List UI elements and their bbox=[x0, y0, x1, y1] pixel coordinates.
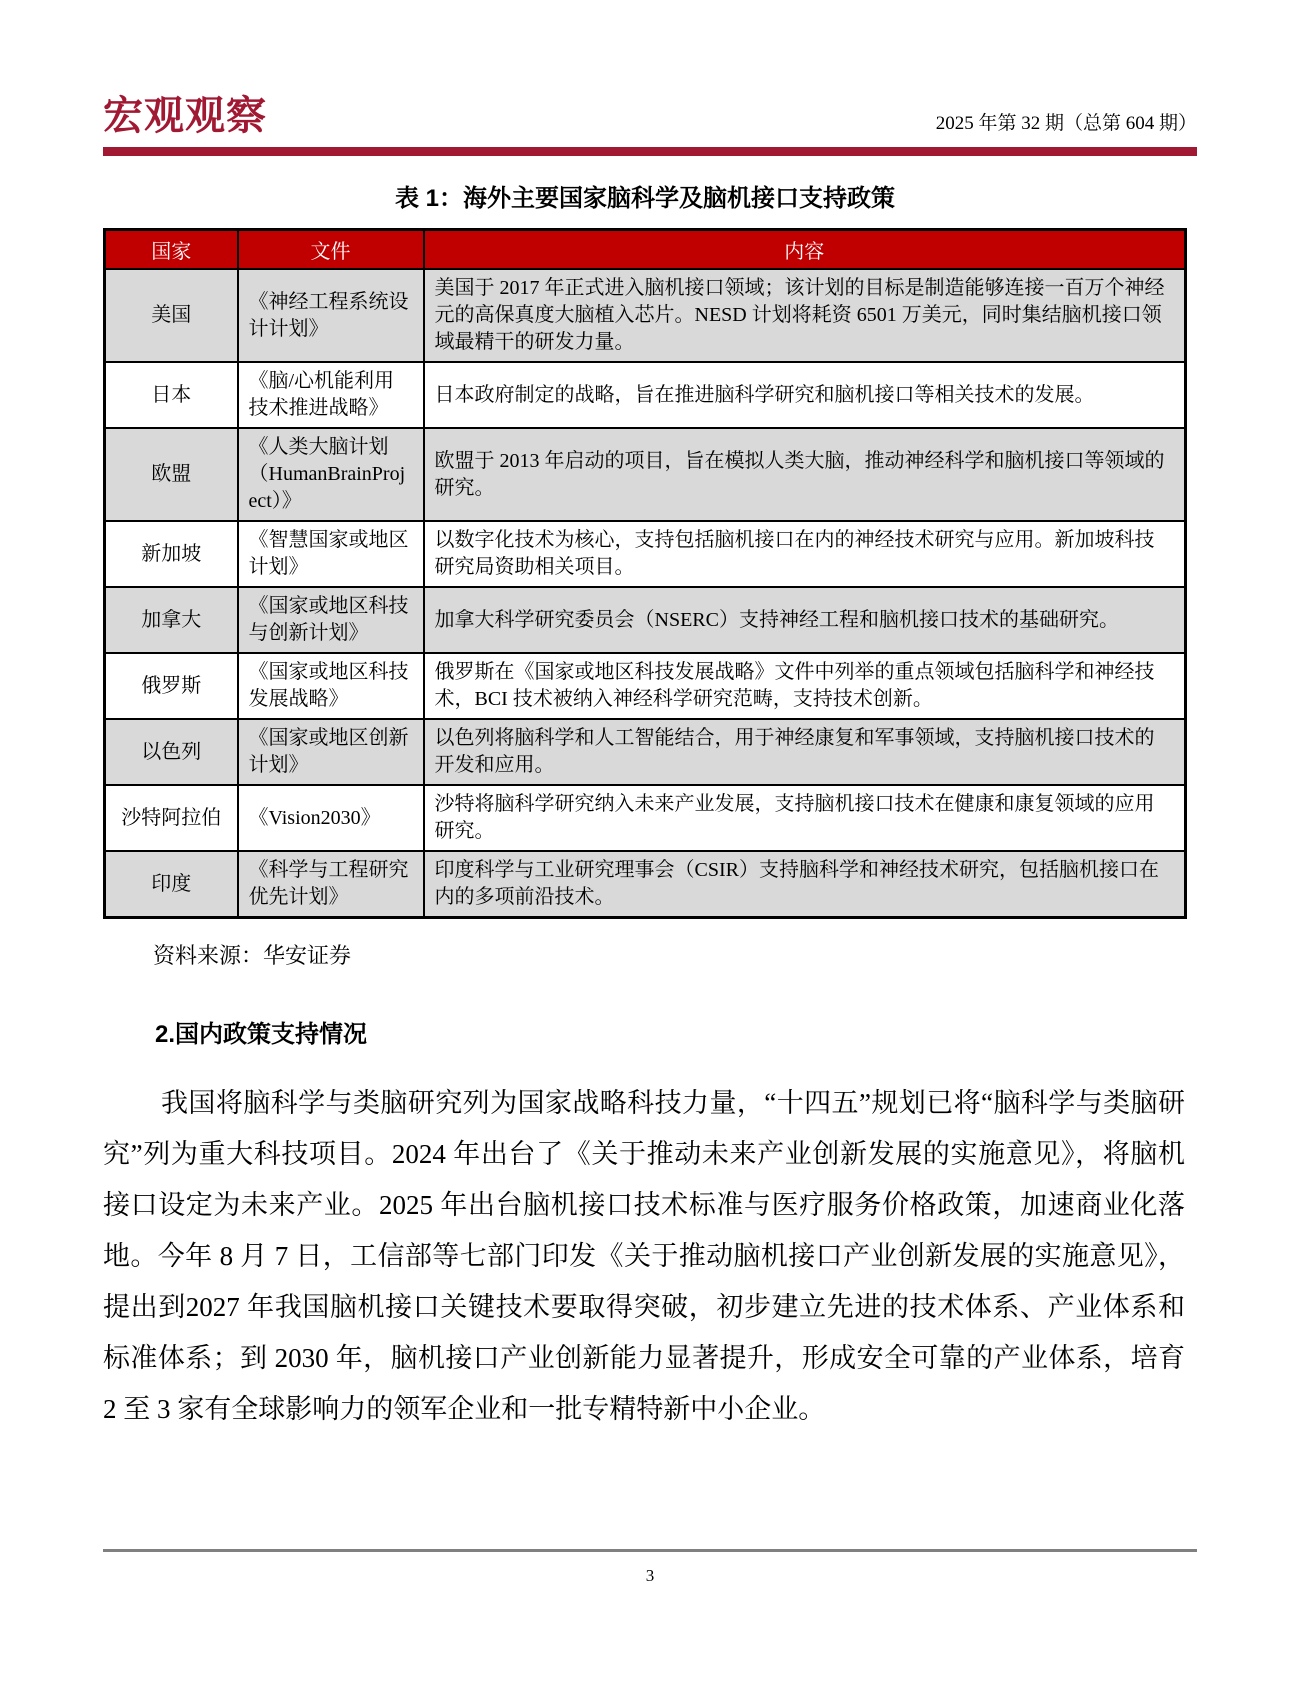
cell-document: 《国家或地区创新计划》 bbox=[238, 719, 424, 785]
cell-document: 《神经工程系统设计计划》 bbox=[238, 269, 424, 362]
section-heading: 2.国内政策支持情况 bbox=[155, 1021, 368, 1048]
table-header-row bbox=[105, 230, 1186, 270]
cell-document: 《人类大脑计划（HumanBrainProject）》 bbox=[238, 428, 424, 521]
page-header bbox=[103, 96, 1197, 156]
table-row bbox=[105, 719, 1186, 785]
cell-document: 《Vision2030》 bbox=[238, 785, 424, 851]
table-row bbox=[105, 428, 1186, 521]
cell-content: 印度科学与工业研究理事会（CSIR）支持脑科学和神经技术研究，包括脑机接口在内的多项前沿技术。 bbox=[424, 851, 1186, 918]
cell-content: 以色列将脑科学和人工智能结合，用于神经康复和军事领域，支持脑机接口技术的开发和应用。 bbox=[424, 719, 1186, 785]
cell-country: 以色列 bbox=[105, 719, 238, 785]
page-number: 3 bbox=[645, 1566, 655, 1585]
page-body bbox=[103, 170, 1187, 1435]
report-brand-title: 宏观观察 bbox=[103, 94, 267, 138]
col-header-content: 内容 bbox=[424, 230, 1186, 270]
table-row bbox=[105, 362, 1186, 428]
cell-country: 美国 bbox=[105, 269, 238, 362]
cell-country: 日本 bbox=[105, 362, 238, 428]
cell-country: 新加坡 bbox=[105, 521, 238, 587]
cell-document: 《国家或地区科技与创新计划》 bbox=[238, 587, 424, 653]
footer-rule bbox=[103, 1549, 1197, 1552]
header-row bbox=[103, 96, 1197, 136]
table-row bbox=[105, 269, 1186, 362]
cell-country: 欧盟 bbox=[105, 428, 238, 521]
cell-document: 《智慧国家或地区计划》 bbox=[238, 521, 424, 587]
cell-document: 《科学与工程研究优先计划》 bbox=[238, 851, 424, 918]
cell-content: 俄罗斯在《国家或地区科技发展战略》文件中列举的重点领域包括脑科学和神经技术，BCI 技术被纳入神经科学研究范畴，支持技术创新。 bbox=[424, 653, 1186, 719]
cell-country: 加拿大 bbox=[105, 587, 238, 653]
cell-document: 《脑/心机能利用技术推进战略》 bbox=[238, 362, 424, 428]
col-header-document: 文件 bbox=[238, 230, 424, 270]
policy-table bbox=[103, 228, 1187, 919]
cell-content: 加拿大科学研究委员会（NSERC）支持神经工程和脑机接口技术的基础研究。 bbox=[424, 587, 1186, 653]
issue-number: 2025 年第 32 期（总第 604 期） bbox=[935, 113, 1197, 134]
col-header-country: 国家 bbox=[105, 230, 238, 270]
cell-country: 俄罗斯 bbox=[105, 653, 238, 719]
table-row bbox=[105, 851, 1186, 918]
body-paragraph: 我国将脑科学与类脑研究列为国家战略科技力量，“十四五”规划已将“脑科学与类脑研究”列为重大科技项目。2024 年出台了《关于推动未来产业创新发展的实施意见》，将脑机接口设定为未来产业。2025 年出台脑机接口技术标准与医疗服务价格政策，加速商业化落地。今年 8 月 7 日，工信部等七部门印发《关于推动脑机接口产业创新发展的实施意见》，提出到2027 年我国脑机接口关键技术要取得突破，初步建立先进的技术体系、产业体系和标准体系；到 2030 年，脑机接口产业创新能力显著提升，形成安全可靠的产业体系，培育 2 至 3 家有全球影响力的领军企业和一批专精特新中小企业。 bbox=[103, 1088, 1185, 1424]
table-row bbox=[105, 785, 1186, 851]
cell-country: 沙特阿拉伯 bbox=[105, 785, 238, 851]
cell-content: 欧盟于 2013 年启动的项目，旨在模拟人类大脑，推动神经科学和脑机接口等领域的研究。 bbox=[424, 428, 1186, 521]
table-row bbox=[105, 521, 1186, 587]
table-row bbox=[105, 587, 1186, 653]
cell-content: 沙特将脑科学研究纳入未来产业发展，支持脑机接口技术在健康和康复领域的应用研究。 bbox=[424, 785, 1186, 851]
cell-content: 美国于 2017 年正式进入脑机接口领域；该计划的目标是制造能够连接一百万个神经元的高保真度大脑植入芯片。NESD 计划将耗资 6501 万美元，同时集结脑机接口领域最精干的研发力量。 bbox=[424, 269, 1186, 362]
cell-document: 《国家或地区科技发展战略》 bbox=[238, 653, 424, 719]
table-title: 表 1：海外主要国家脑科学及脑机接口支持政策 bbox=[394, 185, 895, 212]
source-note: 资料来源：华安证券 bbox=[153, 943, 352, 968]
header-rule bbox=[103, 147, 1197, 156]
cell-content: 以数字化技术为核心，支持包括脑机接口在内的神经技术研究与应用。新加坡科技研究局资助相关项目。 bbox=[424, 521, 1186, 587]
cell-content: 日本政府制定的战略，旨在推进脑科学研究和脑机接口等相关技术的发展。 bbox=[424, 362, 1186, 428]
table-row bbox=[105, 653, 1186, 719]
cell-country: 印度 bbox=[105, 851, 238, 918]
